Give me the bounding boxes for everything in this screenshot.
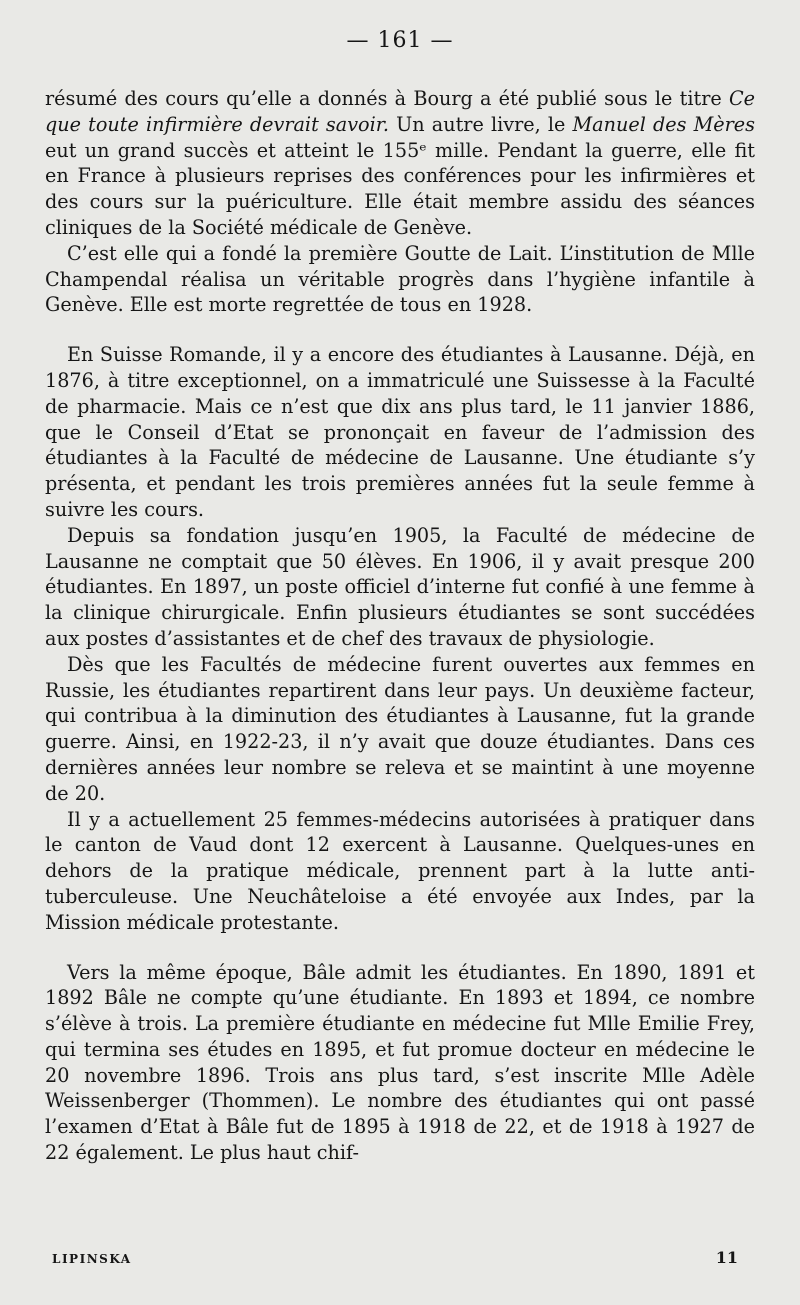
paragraph-gap [45, 318, 755, 342]
text-run: Un autre livre, le [388, 112, 573, 136]
footer-signature: 11 [715, 1248, 738, 1267]
footer-author: LIPINSKA [52, 1252, 132, 1266]
paragraph [45, 807, 755, 936]
page-number: — 161 — [346, 28, 454, 53]
body-text [45, 86, 755, 1166]
italic-title: Manuel des Mères [572, 112, 756, 136]
paragraph [45, 652, 755, 807]
text-run: Il y a actuellement 25 femmes-médecins autorisées à pratiquer dans le canton de Vaud dont 12 exercent à Lausanne. Quelques-unes en dehors de la pratique médicale, prennent part à la lutte anti-tuberculeuse. Une Neuchâteloise a été envoyée aux Indes, par la Mission médicale protestante. [45, 807, 755, 934]
paragraph [45, 86, 755, 241]
text-run: Depuis sa fondation jusqu’en 1905, la Faculté de médecine de Lausanne ne comptait que 50 élèves. En 1906, il y avait presque 200 étudiantes. En 1897, un poste officiel d’interne fut confié à une femme à la clinique chirurgicale. Enfin plusieurs étudiantes se sont succédées aux postes d’assistantes et de chef des travaux de physiologie. [45, 523, 755, 650]
text-run: résumé des cours qu’elle a donnés à Bourg a été publié sous le titre [45, 87, 729, 110]
paragraph [45, 960, 755, 1166]
text-run: Dès que les Facultés de médecine furent ouvertes aux femmes en Russie, les étudiantes repartirent dans leur pays. Un deuxième facteur, qui contribua à la diminution des étudiantes à Lausanne, fut la grande guerre. Ainsi, en 1922-23, il n’y avait que douze étudiantes. Dans ces dernières années leur nombre se releva et se maintint à une moyenne de 20. [45, 652, 755, 805]
text-run: En Suisse Romande, il y a encore des étudiantes à Lausanne. Déjà, en 1876, à titre exceptionnel, on a immatriculé une Suissesse à la Faculté de pharmacie. Mais ce n’est que dix ans plus tard, le 11 janvier 1886, que le Conseil d’Etat se prononçait en faveur de l’admission des étudiantes à la Faculté de médecine de Lausanne. Une étudiante s’y présenta, et pendant les trois premières années fut la seule femme à suivre les cours. [45, 343, 755, 521]
text-run: Vers la même époque, Bâle admit les étudiantes. En 1890, 1891 et 1892 Bâle ne compte qu’une étudiante. En 1893 et 1894, ce nombre s’élève à trois. La première étudiante en médecine fut Mlle Emilie Frey, qui termina ses études en 1895, et fut promue docteur en médecine le 20 novembre 1896. Trois ans plus tard, s’est inscrite Mlle Adèle Weissenberger (Thommen). Le nombre des étudiantes qui ont passé l’examen d’Etat à Bâle fut de 1895 à 1918 de 22, et de 1918 à 1927 de 22 également. Le plus haut chif- [45, 960, 755, 1165]
paragraph [45, 241, 755, 318]
italic-title: Ce que toute infirmière devrait savoir. [45, 87, 755, 136]
paragraph [45, 342, 755, 523]
paragraph-gap [45, 936, 755, 960]
text-run: C’est elle qui a fondé la première Goutte de Lait. L’institution de Mlle Champendal réalisa un véritable progrès dans l’hygiène infantile à Genève. Elle est morte regrettée de tous en 1928. [45, 241, 755, 317]
text-run: eut un grand succès et atteint le 155ᵉ mille. Pendant la guerre, elle fit en France à plusieurs reprises des conférences pour les infirmières et des cours sur la puériculture. Elle était membre assidu des séances cliniques de la Société médicale de Genève. [45, 138, 755, 239]
paragraph [45, 523, 755, 652]
